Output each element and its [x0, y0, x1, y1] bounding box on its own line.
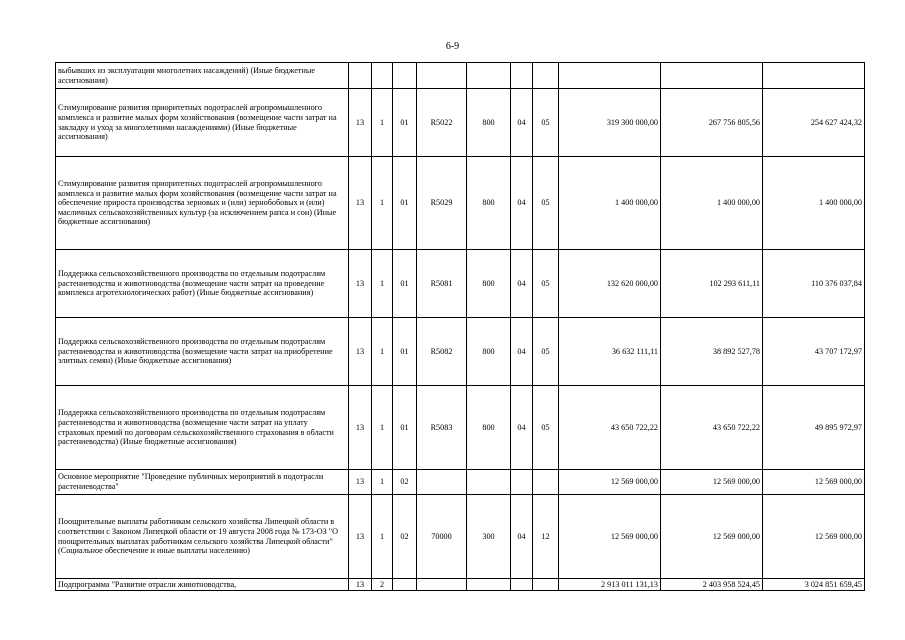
expense-type-code: 800	[467, 157, 511, 250]
amount-year-2: 12 569 000,00	[661, 495, 763, 579]
row-description: Поддержка сельскохозяйственного производства по отдельным подотраслям растениеводства и животноводства (возмещение части затрат на уплату страховых премий по договорам сельскохозяйственного страхования в области растениеводства) (Иные бюджетные ассигнования)	[56, 386, 349, 470]
amount-year-2: 43 650 722,22	[661, 386, 763, 470]
target-item-code: 70000	[417, 495, 467, 579]
expense-type-code	[467, 63, 511, 89]
amount-year-2: 38 892 527,78	[661, 318, 763, 386]
ministry-code: 13	[349, 470, 372, 495]
section-code: 04	[511, 250, 533, 318]
ministry-code: 13	[349, 579, 372, 591]
section-code: 04	[511, 157, 533, 250]
target-item-code	[417, 579, 467, 591]
amount-year-3	[763, 63, 865, 89]
amount-year-1: 1 400 000,00	[559, 157, 661, 250]
ministry-code: 13	[349, 318, 372, 386]
table-row	[56, 318, 865, 386]
row-description: выбывших из эксплуатации многолетних насаждений) (Иные бюджетные ассигнования)	[56, 63, 349, 89]
program-code: 1	[372, 157, 393, 250]
target-item-code: R5022	[417, 89, 467, 157]
event-code: 01	[393, 157, 417, 250]
amount-year-1: 12 569 000,00	[559, 470, 661, 495]
program-code: 1	[372, 318, 393, 386]
section-code: 04	[511, 495, 533, 579]
ministry-code: 13	[349, 89, 372, 157]
amount-year-3: 1 400 000,00	[763, 157, 865, 250]
table-row	[56, 470, 865, 495]
expense-type-code	[467, 470, 511, 495]
amount-year-2: 102 293 611,11	[661, 250, 763, 318]
amount-year-3: 3 024 851 659,45	[763, 579, 865, 591]
amount-year-1: 2 913 011 131,13	[559, 579, 661, 591]
amount-year-1	[559, 63, 661, 89]
event-code	[393, 63, 417, 89]
program-code: 1	[372, 470, 393, 495]
row-description: Подпрограмма "Развитие отрасли животноводства,	[56, 579, 349, 591]
row-description: Основное мероприятие "Проведение публичных мероприятий в подотрасли растениеводства"	[56, 470, 349, 495]
event-code: 01	[393, 386, 417, 470]
amount-year-2: 2 403 958 524,45	[661, 579, 763, 591]
event-code: 01	[393, 250, 417, 318]
table-row	[56, 579, 865, 591]
event-code: 01	[393, 89, 417, 157]
amount-year-3: 254 627 424,32	[763, 89, 865, 157]
section-code: 04	[511, 318, 533, 386]
expense-type-code: 800	[467, 318, 511, 386]
amount-year-2: 1 400 000,00	[661, 157, 763, 250]
amount-year-3: 12 569 000,00	[763, 470, 865, 495]
subsection-code	[533, 470, 559, 495]
amount-year-1: 319 300 000,00	[559, 89, 661, 157]
section-code	[511, 470, 533, 495]
target-item-code	[417, 63, 467, 89]
subsection-code: 05	[533, 89, 559, 157]
subsection-code: 05	[533, 386, 559, 470]
row-description: Стимулирование развития приоритетных подотраслей агропромышленного комплекса и развитие малых форм хозяйствования (возмещение части затрат на закладку и уход за многолетними насаждениями) (Иные бюджетные ассигнования)	[56, 89, 349, 157]
target-item-code: R5082	[417, 318, 467, 386]
amount-year-3: 12 569 000,00	[763, 495, 865, 579]
amount-year-2	[661, 63, 763, 89]
expense-type-code: 300	[467, 495, 511, 579]
ministry-code: 13	[349, 250, 372, 318]
amount-year-2: 12 569 000,00	[661, 470, 763, 495]
subsection-code: 12	[533, 495, 559, 579]
amount-year-1: 12 569 000,00	[559, 495, 661, 579]
table-row	[56, 495, 865, 579]
section-code	[511, 579, 533, 591]
target-item-code: R5083	[417, 386, 467, 470]
amount-year-3: 110 376 037,84	[763, 250, 865, 318]
program-code: 1	[372, 250, 393, 318]
expense-type-code: 800	[467, 89, 511, 157]
amount-year-1: 36 632 111,11	[559, 318, 661, 386]
event-code: 01	[393, 318, 417, 386]
program-code: 1	[372, 495, 393, 579]
amount-year-3: 49 895 972,97	[763, 386, 865, 470]
row-description: Поддержка сельскохозяйственного производства по отдельным подотраслям растениеводства и животноводства (возмещение части затрат на приобретение элитных семян) (Иные бюджетные ассигнования)	[56, 318, 349, 386]
program-code: 1	[372, 89, 393, 157]
program-code: 1	[372, 386, 393, 470]
expense-type-code: 800	[467, 386, 511, 470]
section-code	[511, 63, 533, 89]
expense-type-code: 800	[467, 250, 511, 318]
subsection-code: 05	[533, 157, 559, 250]
subsection-code	[533, 579, 559, 591]
program-code	[372, 63, 393, 89]
target-item-code	[417, 470, 467, 495]
ministry-code: 13	[349, 495, 372, 579]
budget-table	[55, 62, 865, 591]
budget-table-body	[56, 63, 865, 591]
section-code: 04	[511, 89, 533, 157]
row-description: Поддержка сельскохозяйственного производства по отдельным подотраслям растениеводства и животноводства (возмещение части затрат на проведение комплекса агротехнологических работ) (Иные бюджетные ассигнования)	[56, 250, 349, 318]
event-code	[393, 579, 417, 591]
subsection-code: 05	[533, 250, 559, 318]
table-row	[56, 157, 865, 250]
expense-type-code	[467, 579, 511, 591]
amount-year-2: 267 756 805,56	[661, 89, 763, 157]
page-number: 6-9	[445, 41, 460, 52]
target-item-code: R5029	[417, 157, 467, 250]
table-row	[56, 63, 865, 89]
event-code: 02	[393, 495, 417, 579]
section-code: 04	[511, 386, 533, 470]
table-row	[56, 386, 865, 470]
subsection-code	[533, 63, 559, 89]
ministry-code: 13	[349, 157, 372, 250]
target-item-code: R5081	[417, 250, 467, 318]
amount-year-1: 132 620 000,00	[559, 250, 661, 318]
event-code: 02	[393, 470, 417, 495]
table-row	[56, 89, 865, 157]
amount-year-3: 43 707 172,97	[763, 318, 865, 386]
row-description: Поощрительные выплаты работникам сельского хозяйства Липецкой области в соответствии с Законом Липецкой области от 19 августа 2008 года № 173-ОЗ "О поощрительных выплатах работникам сельского хозяйства Липецкой области" (Социальное обеспечение и иные выплаты населению)	[56, 495, 349, 579]
amount-year-1: 43 650 722,22	[559, 386, 661, 470]
subsection-code: 05	[533, 318, 559, 386]
ministry-code: 13	[349, 386, 372, 470]
program-code: 2	[372, 579, 393, 591]
table-row	[56, 250, 865, 318]
ministry-code	[349, 63, 372, 89]
row-description: Стимулирование развития приоритетных подотраслей агропромышленного комплекса и развитие малых форм хозяйствования (возмещение части затрат на обеспечение прироста производства зерновых и (или) зернобобовых и (или) масличных сельскохозяйственных культур (за исключением рапса и сои) (Иные бюджетные ассигнования)	[56, 157, 349, 250]
